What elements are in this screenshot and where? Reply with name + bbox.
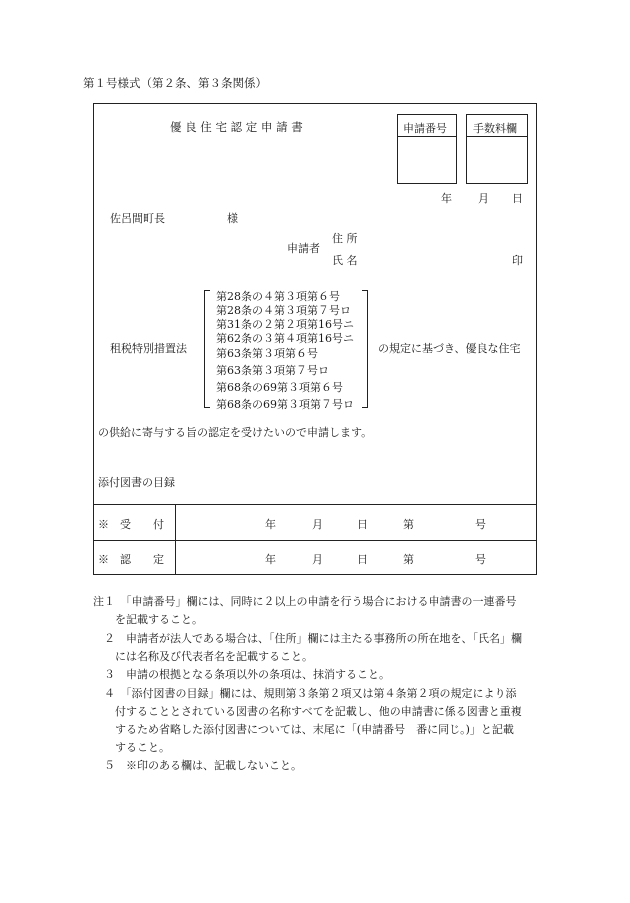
certification-no-suffix: 号 — [475, 553, 486, 566]
row-label-divider — [175, 504, 176, 575]
fee-divider — [466, 136, 528, 137]
law-clause: 第31条の２第２項第16号ニ — [216, 318, 354, 331]
certification-label: ※ 認 定 — [98, 553, 164, 566]
reception-year: 年 — [265, 518, 276, 531]
law-clause: 第28条の４第３項第６号 — [216, 290, 340, 303]
law-name: 租税特別措置法 — [110, 342, 187, 355]
law-clause: 第68条の69第３項第７号ロ — [216, 398, 354, 411]
fee-label: 手数料欄 — [473, 122, 517, 135]
seal-mark: 印 — [512, 254, 523, 267]
certification-year: 年 — [265, 553, 276, 566]
note-line: ５ ※印のある欄は、記載しないこと。 — [93, 759, 302, 772]
note-line: ４ 「添付図書の目録」欄には、規則第３条第２項又は第４条第２項の規定により添 — [93, 687, 517, 700]
clause-bracket-left — [204, 290, 210, 408]
certification-month: 月 — [312, 553, 323, 566]
certification-day: 日 — [357, 553, 368, 566]
reception-day: 日 — [357, 518, 368, 531]
date-year: 年 — [441, 192, 452, 205]
form-title: 優 良 住 宅 認 定 申 請 書 — [170, 120, 303, 134]
law-clause: 第62条の３第４項第16号ニ — [216, 332, 354, 345]
application-number-label: 申請番号 — [403, 122, 447, 135]
address-label: 住 所 — [332, 232, 358, 245]
reception-row-top — [93, 504, 537, 505]
note-line: 付することとされている図書の名称すべてを記載し、他の申請書に係る図書と重複 — [93, 705, 522, 718]
reception-no-prefix: 第 — [403, 518, 414, 531]
honorific: 様 — [227, 212, 238, 225]
note-line: を記載すること。 — [93, 613, 203, 626]
law-clause: 第68条の69第３項第６号 — [216, 381, 343, 394]
certification-row-top — [93, 540, 537, 541]
note-line: すること。 — [93, 741, 170, 754]
request-text: の供給に寄与する旨の認定を受けたいので申請します。 — [98, 426, 373, 439]
clause-bracket-right — [362, 290, 368, 408]
law-clause: 第63条第３項第６号 — [216, 347, 318, 360]
note-line: ３ 申請の根拠となる条項以外の条項は、抹消すること。 — [93, 668, 390, 681]
law-clause: 第63条第３項第７号ロ — [216, 364, 329, 377]
applicant-label: 申請者 — [287, 242, 320, 255]
date-day: 日 — [512, 192, 523, 205]
certification-no-prefix: 第 — [403, 553, 414, 566]
reception-month: 月 — [312, 518, 323, 531]
law-suffix: の規定に基づき、優良な住宅 — [378, 342, 521, 355]
form-number: 第１号様式（第２条、第３条関係） — [83, 76, 267, 90]
note-line: するため省略した添付図書については、末尾に「(申請番号 番に同じ。)」と記載 — [93, 723, 514, 736]
name-label: 氏 名 — [332, 254, 358, 267]
note-line: ２ 申請者が法人である場合は、「住所」欄には主たる事務所の所在地を、「氏名」欄 — [93, 632, 522, 645]
note-line: には名称及び代表者名を記載すること。 — [93, 650, 313, 663]
attachments-label: 添付図書の目録 — [98, 476, 175, 489]
application-number-divider — [397, 136, 457, 137]
reception-label: ※ 受 付 — [98, 518, 164, 531]
law-clause: 第28条の４第３項第７号ロ — [216, 304, 351, 317]
reception-no-suffix: 号 — [475, 518, 486, 531]
addressee: 佐呂間町長 — [110, 212, 165, 225]
note-line: 注１ 「申請番号」欄には、同時に２以上の申請を行う場合における申請書の一連番号 — [93, 595, 517, 608]
date-month: 月 — [478, 192, 489, 205]
